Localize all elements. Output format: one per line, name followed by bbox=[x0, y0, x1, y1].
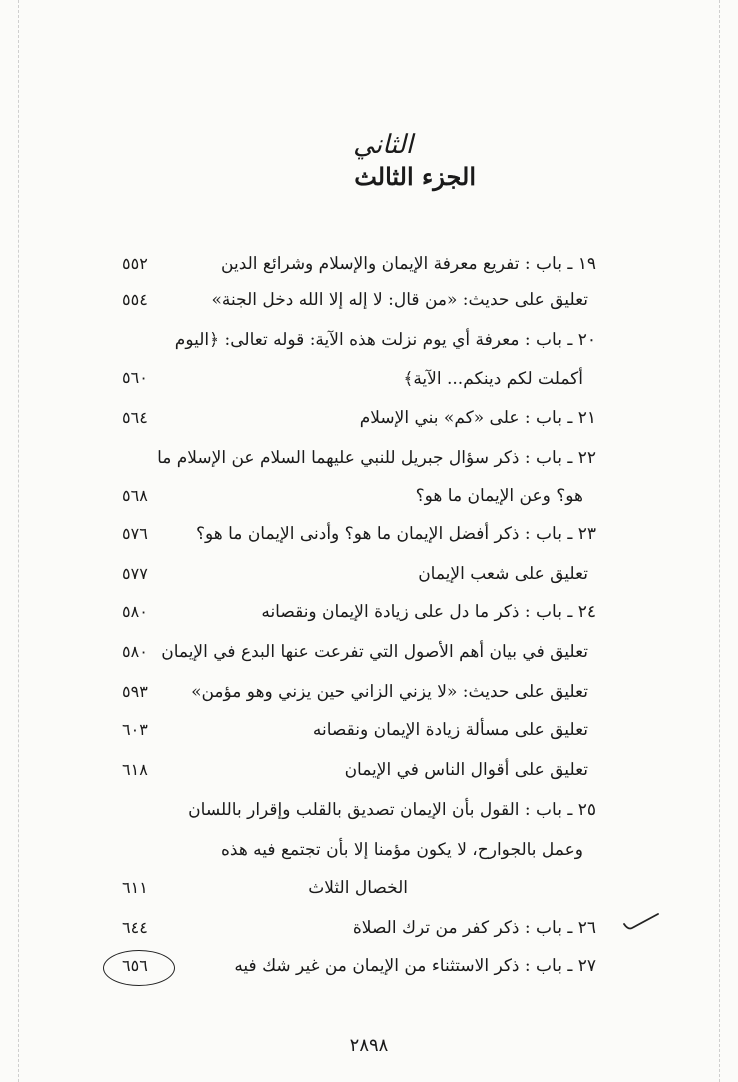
toc-entry: ٢٧ ـ باب : ذكر الاستثناء من الإيمان من غير شك فيه bbox=[234, 956, 596, 976]
toc-row bbox=[0, 250, 738, 284]
page-title: الجزء الثالث bbox=[354, 162, 476, 191]
toc-row bbox=[0, 598, 738, 632]
toc-entry: تعليق على مسألة زيادة الإيمان ونقصانه bbox=[312, 720, 588, 740]
toc-entry: هو؟ وعن الإيمان ما هو؟ bbox=[415, 486, 583, 506]
toc-page: ٥٦٠ bbox=[122, 368, 148, 387]
toc-row bbox=[0, 756, 738, 790]
toc-entry: ٢١ ـ باب : على «كم» بني الإسلام bbox=[359, 408, 596, 428]
toc-entry: تعليق على حديث: «لا يزني الزاني حين يزني وهو مؤمن» bbox=[191, 682, 588, 702]
toc-row bbox=[0, 520, 738, 554]
toc-page: ٦٤٤ bbox=[122, 918, 148, 937]
handwritten-note: الثاني bbox=[353, 130, 413, 160]
toc-page: ٥٥٤ bbox=[122, 290, 148, 309]
toc-row bbox=[0, 638, 738, 672]
toc-page: ٥٩٣ bbox=[122, 682, 148, 701]
toc-row bbox=[0, 716, 738, 750]
toc-row bbox=[0, 286, 738, 320]
toc-row bbox=[0, 836, 738, 870]
checkmark-icon bbox=[622, 910, 662, 934]
toc-entry: وعمل بالجوارح، لا يكون مؤمنا إلا بأن تجتمع فيه هذه bbox=[220, 840, 583, 860]
toc-row bbox=[0, 796, 738, 830]
toc-entry: تعليق على حديث: «من قال: لا إله إلا الله دخل الجنة» bbox=[211, 290, 588, 310]
toc-row bbox=[0, 678, 738, 712]
toc-page: ٦٥٦ bbox=[122, 956, 148, 975]
toc-page: ٥٧٧ bbox=[122, 564, 148, 583]
toc-page: ٥٨٠ bbox=[122, 602, 148, 621]
toc-entry: الخصال الثلاث bbox=[308, 878, 408, 898]
toc-row bbox=[0, 444, 738, 478]
toc-row bbox=[0, 482, 738, 516]
toc-entry: تعليق على شعب الإيمان bbox=[418, 564, 588, 584]
toc-entry: ٢٠ ـ باب : معرفة أي يوم نزلت هذه الآية: قوله تعالى: ﴿اليوم bbox=[174, 330, 596, 350]
toc-entry: ١٩ ـ باب : تفريع معرفة الإيمان والإسلام وشرائع الدين bbox=[221, 254, 596, 274]
toc-page: ٥٦٤ bbox=[122, 408, 148, 427]
toc-entry: تعليق في بيان أهم الأصول التي تفرعت عنها البدع في الإيمان bbox=[161, 642, 588, 662]
page-number: ٢٨٩٨ bbox=[349, 1035, 389, 1056]
toc-entry: أكملت لكم دينكم... الآية﴾ bbox=[403, 369, 583, 389]
toc-entry: ٢٢ ـ باب : ذكر سؤال جبريل للنبي عليهما السلام عن الإسلام ما bbox=[157, 448, 596, 468]
toc-entry: ٢٥ ـ باب : القول بأن الإيمان تصديق بالقلب وإقرار باللسان bbox=[188, 800, 596, 820]
circled-page-mark bbox=[103, 950, 175, 986]
toc-page: ٥٨٠ bbox=[122, 642, 148, 661]
toc-row bbox=[0, 364, 738, 398]
toc-row bbox=[0, 404, 738, 438]
toc-page: ٥٥٢ bbox=[122, 254, 148, 273]
toc-page: ٦١٨ bbox=[122, 760, 148, 779]
toc-page: ٥٦٨ bbox=[122, 486, 148, 505]
toc-entry: تعليق على أقوال الناس في الإيمان bbox=[344, 760, 588, 780]
toc-row bbox=[0, 874, 738, 908]
toc-page: ٦١١ bbox=[122, 878, 148, 897]
toc-entry: ٢٣ ـ باب : ذكر أفضل الإيمان ما هو؟ وأدنى الإيمان ما هو؟ bbox=[195, 524, 596, 544]
toc-row bbox=[0, 560, 738, 594]
toc-row bbox=[0, 325, 738, 359]
toc-page: ٦٠٣ bbox=[122, 720, 148, 739]
toc-entry: ٢٤ ـ باب : ذكر ما دل على زيادة الإيمان ونقصانه bbox=[261, 602, 596, 622]
toc-entry: ٢٦ ـ باب : ذكر كفر من ترك الصلاة bbox=[352, 918, 596, 938]
toc-page: ٥٧٦ bbox=[122, 524, 148, 543]
